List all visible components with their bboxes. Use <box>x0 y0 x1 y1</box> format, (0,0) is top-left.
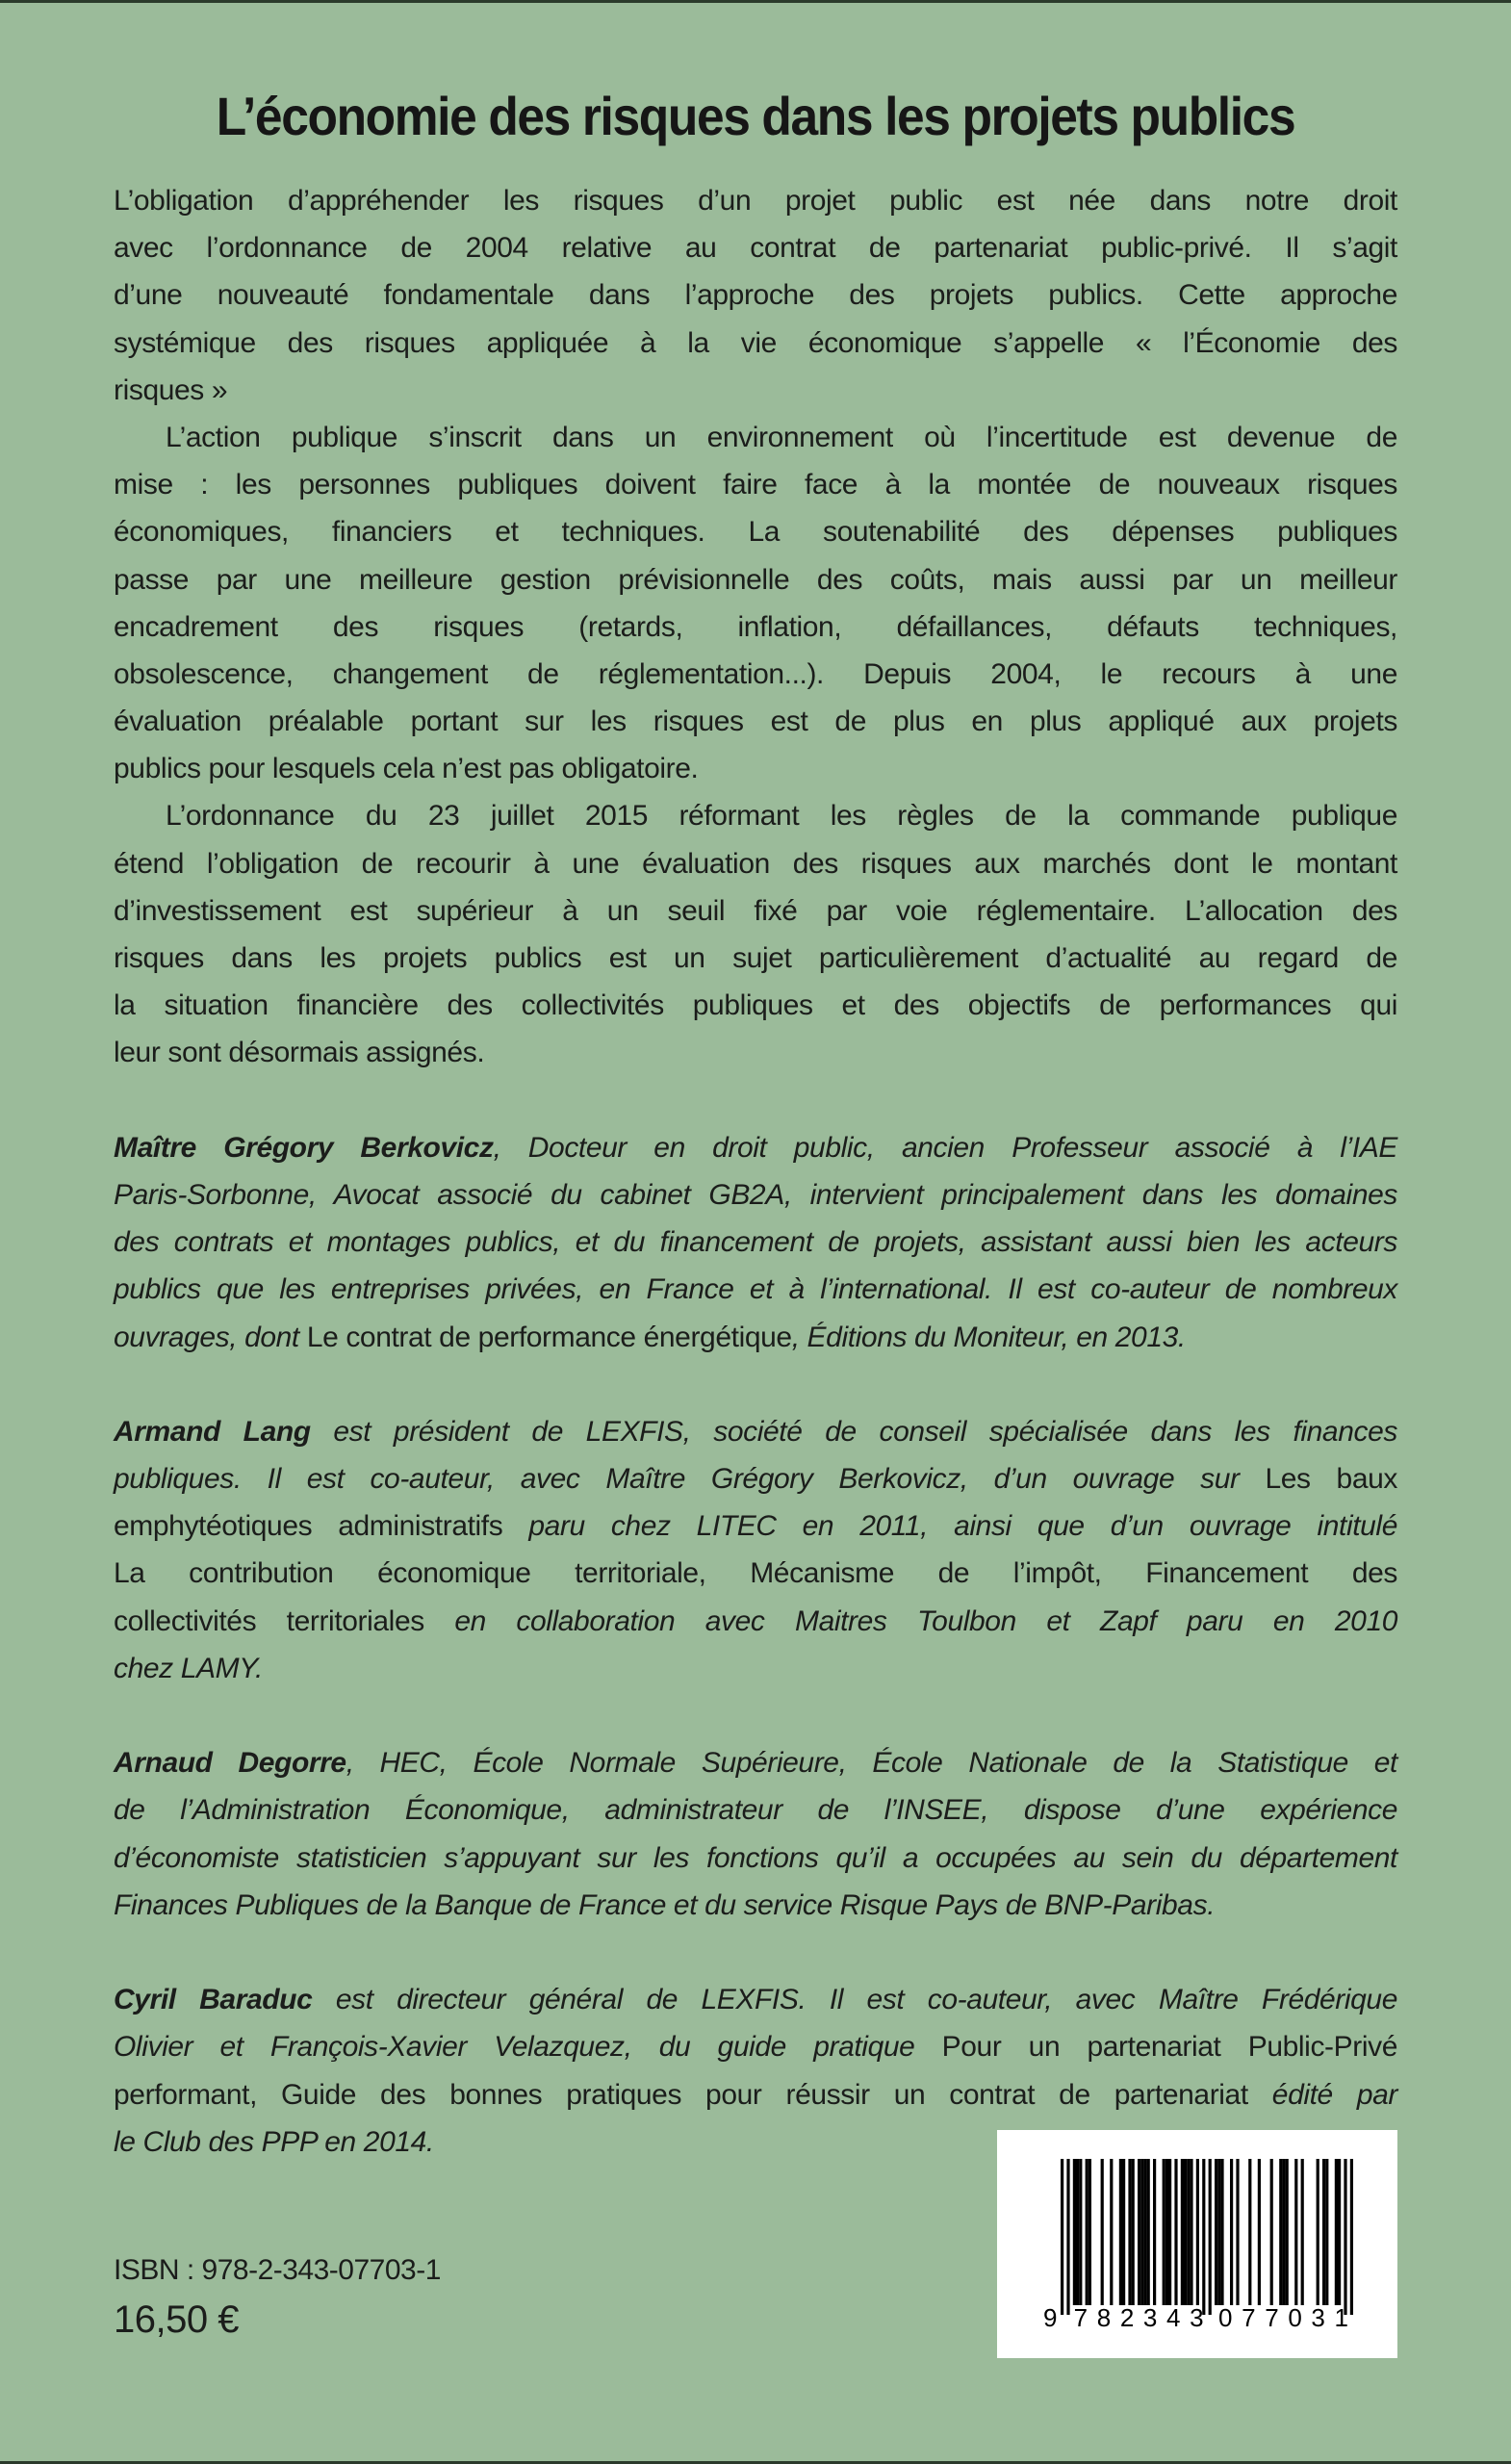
paragraph-line: leur sont désormais assignés. <box>114 1037 485 1069</box>
barcode-bar <box>1335 2159 1338 2305</box>
author-bio-line <box>114 1976 1397 2023</box>
barcode-bar <box>1236 2159 1239 2305</box>
barcode-bar <box>1338 2159 1341 2305</box>
barcode-digits: 9 <box>1043 2303 1058 2332</box>
barcode-bar <box>1184 2159 1187 2305</box>
bio-text: Finances Publiques de la Banque de France et du service Risque Pays de BNP-Paribas. <box>114 1888 1216 1921</box>
barcode-bar <box>1076 2159 1079 2305</box>
barcode-bar <box>1230 2159 1233 2305</box>
barcode-bar <box>1344 2159 1346 2315</box>
bio-text: publiques. Il est co-auteur, avec Maître Grégory Berkovicz, d’un ouvrage sur <box>114 1463 1266 1496</box>
paragraph-line: L’action publique s’inscrit dans un environnement où l’incertitude est devenue de <box>166 421 1397 453</box>
author-name: Cyril Baraduc <box>114 1984 313 2016</box>
paragraph-line: avec l’ordonnance de 2004 relative au contrat de partenariat public-privé. Il s’agit <box>114 232 1397 265</box>
bio-text: le Club des PPP en 2014. <box>114 2125 434 2158</box>
author-bio-line <box>114 1835 1397 1882</box>
barcode-bar <box>1101 2159 1104 2305</box>
barcode-bar <box>1190 2159 1192 2305</box>
paragraph-line: publics pour lesquels cela n’est pas obligatoire. <box>114 753 699 785</box>
barcode-bar <box>1325 2159 1328 2305</box>
barcode-bar <box>1061 2159 1063 2315</box>
paragraph-line: L’obligation d’appréhender les risques d’un projet public est née dans notre droit <box>114 185 1397 217</box>
paragraph-line: passe par une meilleure gestion prévisionnelle des coûts, mais aussi par un meilleur <box>114 563 1397 596</box>
barcode-bar <box>1128 2159 1131 2305</box>
bio-text: chez LAMY. <box>114 1652 263 1684</box>
bio-text: est directeur général de LEXFIS. Il est co-auteur, avec Maître Frédérique <box>312 1984 1398 2016</box>
barcode-bar <box>1132 2159 1135 2305</box>
barcode-bar <box>1322 2159 1325 2305</box>
barcode-bar <box>1301 2159 1304 2305</box>
barcode-bar <box>1163 2159 1165 2305</box>
paragraph-line: économiques, financiers et techniques. La soutenabilité des dépenses publiques <box>114 516 1397 549</box>
bio-text: est président de LEXFIS, société de conseil spécialisée dans les finances <box>310 1415 1397 1448</box>
bio-text: des contrats et montages publics, et du financement de projets, assistant aussi bien les acteurs <box>114 1226 1397 1259</box>
barcode-bar <box>1350 2159 1353 2315</box>
isbn-label: ISBN : 978-2-343-07703-1 <box>114 2254 441 2286</box>
author-bio-line <box>114 1502 1397 1550</box>
author-bio-line <box>114 1598 1397 1645</box>
barcode-bar <box>1248 2159 1251 2305</box>
bio-text: Olivier et François-Xavier Velazquez, du guide pratique <box>114 2031 942 2064</box>
barcode-bar <box>1202 2159 1205 2315</box>
barcode-bar <box>1079 2159 1082 2305</box>
barcode-bar <box>1209 2159 1212 2315</box>
spacer <box>114 1077 1397 1124</box>
author-bio-line <box>114 1314 1397 1361</box>
barcode-bar <box>1153 2159 1156 2305</box>
barcode-digits: 077031 <box>1218 2303 1348 2332</box>
author-bio-line <box>114 1266 1397 1313</box>
barcode-bar <box>1086 2159 1088 2305</box>
bio-text: édité par <box>1247 2078 1397 2111</box>
barcode-bar <box>1119 2159 1122 2305</box>
author-name: Arnaud Degorre <box>114 1747 346 1780</box>
bio-text: La contribution économique territoriale, Mécanisme de l’impôt, Financement des <box>114 1557 1397 1590</box>
author-bio-line <box>114 1645 1397 1692</box>
barcode-bar <box>1196 2159 1199 2305</box>
barcode-bar <box>1140 2159 1143 2305</box>
barcode-bar <box>1282 2159 1285 2305</box>
bio-text: de l’Administration Économique, administrateur de l’INSEE, dispose d’une expérience <box>114 1794 1397 1827</box>
barcode-bar <box>1217 2159 1220 2305</box>
barcode-bar <box>1110 2159 1113 2305</box>
barcode-bar <box>1168 2159 1171 2305</box>
paragraph-line: systémique des risques appliquée à la vie économique s’appelle « l’Économie des <box>114 326 1397 359</box>
paragraph-line: risques » <box>114 373 228 406</box>
author-bio-line <box>114 1455 1397 1502</box>
author-bio-line <box>114 1124 1397 1171</box>
bio-text: Le contrat de performance énergétique <box>306 1321 792 1353</box>
author-bio-line <box>114 1408 1397 1455</box>
bio-text: , HEC, École Normale Supérieure, École Nationale de la Statistique et <box>346 1747 1397 1780</box>
bio-text: emphytéotiques administratifs <box>114 1510 503 1543</box>
bio-text: collectivités territoriales <box>114 1604 424 1637</box>
barcode <box>997 2130 1397 2358</box>
author-bio-line <box>114 2071 1397 2118</box>
barcode-bar <box>1174 2159 1177 2305</box>
barcode-digits: 782343 <box>1073 2303 1204 2332</box>
paragraph-line: obsolescence, changement de réglementation...). Depuis 2004, le recours à une <box>114 657 1397 690</box>
back-cover-text <box>114 177 1397 2166</box>
paragraph-line: étend l’obligation de recourir à une évaluation des risques aux marchés dont le montant <box>114 847 1397 880</box>
barcode-bar <box>1143 2159 1146 2305</box>
author-bio-line <box>114 1550 1397 1597</box>
barcode-bar <box>1088 2159 1091 2305</box>
bio-text: , Éditions du Moniteur, en 2013. <box>791 1321 1186 1353</box>
spacer <box>114 1929 1397 1976</box>
book-title: L’économie des risques dans les projets publics <box>216 86 1295 146</box>
barcode-bar <box>1122 2159 1125 2305</box>
barcode-bar <box>1294 2159 1297 2305</box>
barcode-bar <box>1258 2159 1261 2305</box>
bio-text: publics que les entreprises privées, en France et à l’international. Il est co-auteur de nombreux <box>114 1273 1397 1306</box>
paragraph-line: évaluation préalable portant sur les risques est de plus en plus appliqué aux projets <box>114 706 1397 738</box>
barcode-bar <box>1066 2159 1069 2315</box>
bio-text: d’économiste statisticien s’appuyant sur les fonctions qu’il a occupées au sein du département <box>114 1841 1397 1874</box>
bio-text: Les baux <box>1265 1463 1397 1496</box>
author-name: Maître Grégory Berkovicz <box>114 1131 494 1164</box>
paragraph-line: risques dans les projets publics est un sujet particulièrement d’actualité au regard de <box>114 942 1397 974</box>
author-name: Armand Lang <box>114 1415 311 1448</box>
paragraph-line: L’ordonnance du 23 juillet 2015 réformant les règles de la commande publique <box>166 800 1397 833</box>
bio-text: Pour un partenariat Public-Privé <box>941 2031 1397 2064</box>
author-bio-line <box>114 1786 1397 1834</box>
barcode-bar <box>1220 2159 1223 2305</box>
barcode-bar <box>1286 2159 1289 2305</box>
author-bio-line <box>114 1739 1397 1786</box>
bio-text: performant, Guide des bonnes pratiques pour réussir un contrat de partenariat <box>114 2078 1248 2111</box>
paragraph-line: d’une nouveauté fondamentale dans l’approche des projets publics. Cette approche <box>114 279 1397 312</box>
paragraph-line: encadrement des risques (retards, inflation, défaillances, défauts techniques, <box>114 610 1397 643</box>
author-bio-line <box>114 1219 1397 1266</box>
barcode-bar <box>1317 2159 1319 2305</box>
bio-text: Paris-Sorbonne, Avocat associé du cabinet GB2A, intervient principalement dans les domaines <box>114 1178 1397 1211</box>
barcode-bar <box>1073 2159 1076 2305</box>
barcode-graphic <box>997 2130 1397 2358</box>
spacer <box>114 1692 1397 1739</box>
barcode-bar <box>1138 2159 1140 2305</box>
author-bio-line <box>114 1171 1397 1219</box>
barcode-bar <box>1187 2159 1190 2305</box>
price-label: 16,50 € <box>114 2298 239 2341</box>
author-bio-line <box>114 1882 1397 1929</box>
barcode-bar <box>1270 2159 1273 2305</box>
barcode-bar <box>1279 2159 1282 2305</box>
barcode-bar <box>1181 2159 1184 2305</box>
barcode-bar <box>1215 2159 1217 2305</box>
paragraph-line: mise : les personnes publiques doivent faire face à la montée de nouveaux risques <box>114 469 1397 501</box>
bio-text: en collaboration avec Maitres Toulbon et Zapf paru en 2010 <box>423 1604 1398 1637</box>
barcode-bar <box>1165 2159 1168 2305</box>
paragraph-line: la situation financière des collectivités publiques et des objectifs de performances qui <box>114 989 1397 1022</box>
spacer <box>114 1361 1397 1408</box>
author-bio-line <box>114 2023 1397 2070</box>
bio-text: , Docteur en droit public, ancien Professeur associé à l’IAE <box>493 1131 1398 1164</box>
bio-text: paru chez LITEC en 2011, ainsi que d’un ouvrage intitulé <box>502 1510 1397 1543</box>
bio-text: ouvrages, dont <box>114 1321 307 1353</box>
barcode-bar <box>1147 2159 1150 2305</box>
paragraph-line: d’investissement est supérieur à un seuil fixé par voie réglementaire. L’allocation des <box>114 894 1397 927</box>
